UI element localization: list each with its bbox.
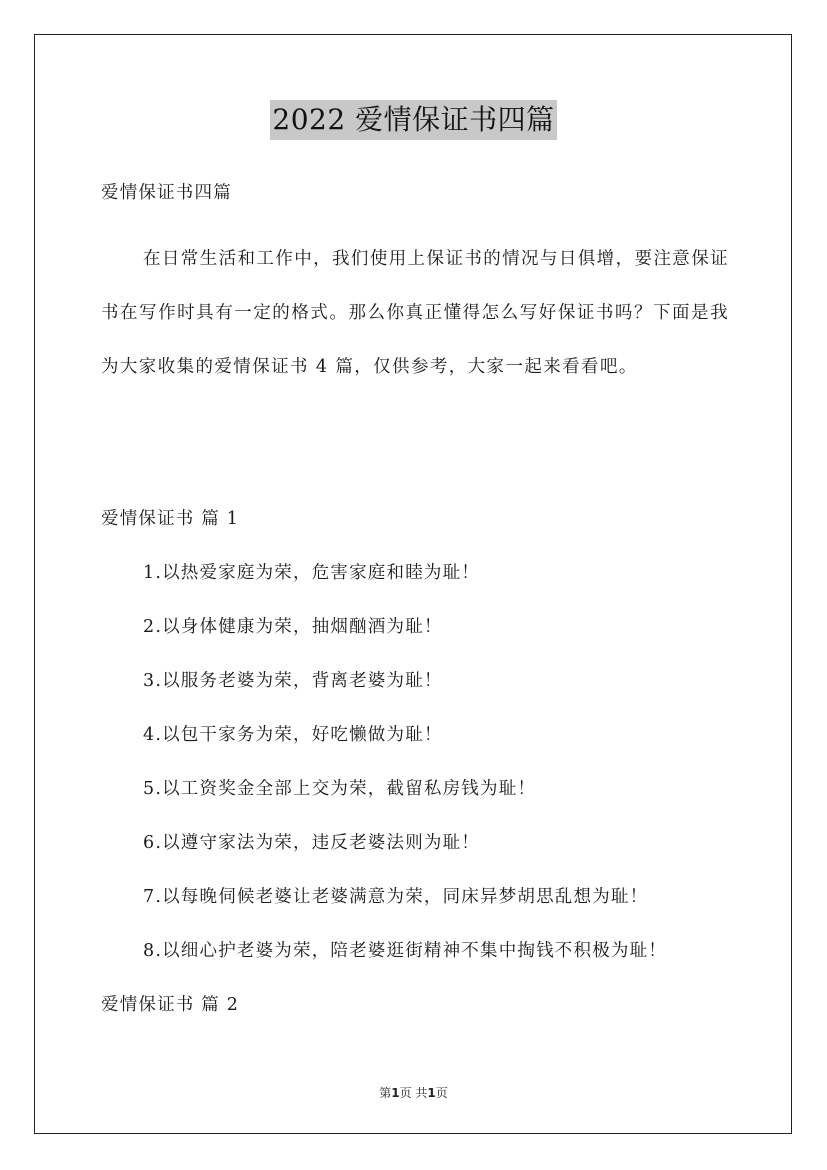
document-subtitle: 爱情保证书四篇 xyxy=(101,183,232,203)
footer-page-number: 1 xyxy=(391,1086,400,1100)
list-item: 3.以服务老婆为荣，背离老婆为耻！ xyxy=(143,671,443,691)
list-item: 4.以包干家务为荣，好吃懒做为耻！ xyxy=(143,725,443,745)
section-heading-2: 爱情保证书 篇 2 xyxy=(101,995,240,1015)
footer-page-mid: 页 共 xyxy=(399,1086,428,1100)
footer-page-suffix: 页 xyxy=(435,1086,448,1100)
document-title: 2022 爱情保证书四篇 xyxy=(270,100,556,140)
list-item: 7.以每晚伺候老婆让老婆满意为荣，同床异梦胡思乱想为耻！ xyxy=(143,887,649,907)
list-item: 1.以热爱家庭为荣，危害家庭和睦为耻！ xyxy=(143,563,480,583)
footer-page-prefix: 第 xyxy=(379,1086,392,1100)
title-container xyxy=(0,100,827,140)
intro-paragraph: 在日常生活和工作中，我们使用上保证书的情况与日俱增，要注意保证书在写作时具有一定的格式。那么你真正懂得怎么写好保证书吗？下面是我为大家收集的爱情保证书 4 篇，仅供参考，大家一起来看看吧。 xyxy=(101,249,729,377)
page-footer xyxy=(0,1084,827,1101)
list-item: 6.以遵守家法为荣，违反老婆法则为耻！ xyxy=(143,833,480,853)
footer-page-total: 1 xyxy=(427,1086,436,1100)
list-item: 2.以身体健康为荣，抽烟酗酒为耻！ xyxy=(143,617,443,637)
section-heading-1: 爱情保证书 篇 1 xyxy=(101,509,240,529)
list-item: 8.以细心护老婆为荣，陪老婆逛街精神不集中掏钱不积极为耻！ xyxy=(143,941,667,961)
list-item: 5.以工资奖金全部上交为荣，截留私房钱为耻！ xyxy=(143,779,537,799)
